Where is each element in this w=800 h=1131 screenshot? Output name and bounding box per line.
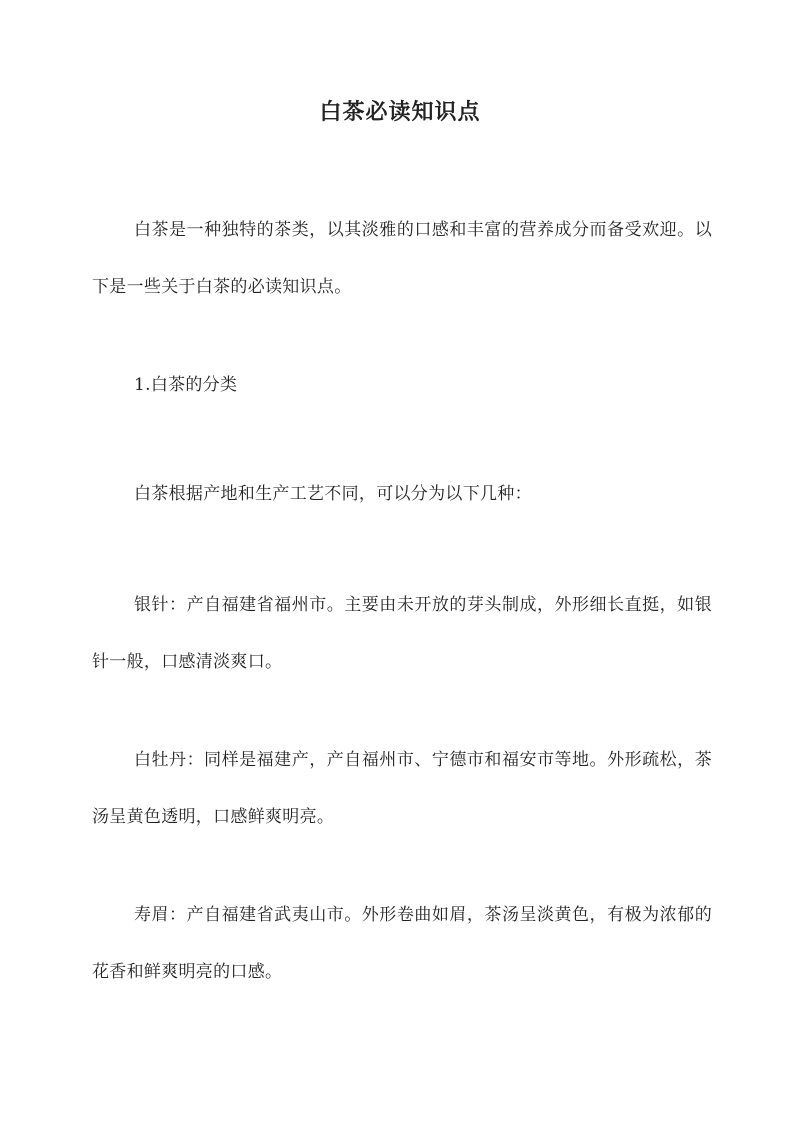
document-title: 白茶必读知识点: [319, 99, 481, 125]
silver-needle-paragraph: 银针：产自福建省福州市。主要由未开放的芽头制成，外形细长直挺，如银针一般，口感清淡爽口。: [92, 595, 712, 672]
white-peony-paragraph: 白牡丹：同样是福建产，产自福州市、宁德市和福安市等地。外形疏松，茶汤呈黄色透明，口感鲜爽明亮。: [92, 750, 712, 827]
shoumei-paragraph: 寿眉：产自福建省武夷山市。外形卷曲如眉，茶汤呈淡黄色，有极为浓郁的花香和鲜爽明亮的口感。: [92, 905, 712, 982]
section-heading-classification: 1.白茶的分类: [134, 375, 238, 395]
intro-paragraph: 白茶是一种独特的茶类，以其淡雅的口感和丰富的营养成分而备受欢迎。以下是一些关于白茶的必读知识点。: [92, 220, 712, 297]
classification-paragraph: 白茶根据产地和生产工艺不同，可以分为以下几种：: [134, 484, 532, 504]
